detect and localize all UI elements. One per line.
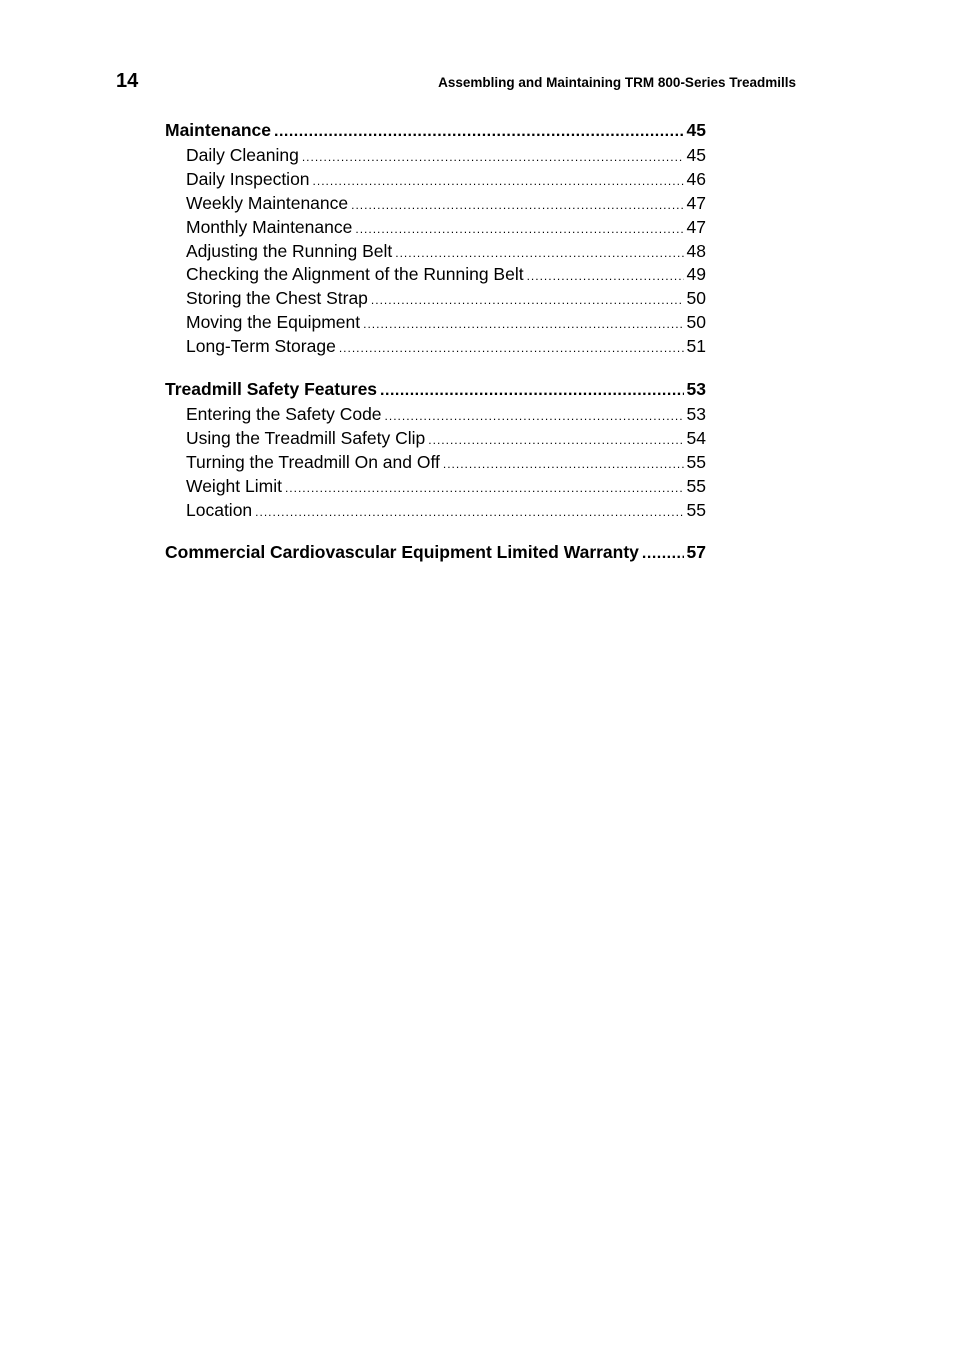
toc-entry[interactable] bbox=[165, 263, 706, 287]
toc-entry[interactable] bbox=[165, 451, 706, 475]
toc-entry-title: Entering the Safety Code bbox=[186, 404, 382, 425]
toc-section-safety-features bbox=[165, 377, 706, 522]
toc-entry-page: 50 bbox=[686, 288, 706, 309]
dot-leader bbox=[380, 379, 683, 403]
toc-entry-page: 47 bbox=[686, 216, 706, 237]
toc-entry[interactable] bbox=[165, 240, 706, 264]
toc-entry-title: Daily Inspection bbox=[186, 168, 310, 189]
toc-entry[interactable] bbox=[165, 475, 706, 499]
toc-entry-title: Weight Limit bbox=[186, 475, 282, 496]
page-number: 14 bbox=[116, 70, 139, 92]
toc-entry[interactable] bbox=[165, 403, 706, 427]
toc-heading[interactable] bbox=[165, 377, 706, 401]
toc-entry-title: Location bbox=[186, 499, 253, 520]
toc-entry-title: Daily Cleaning bbox=[186, 145, 299, 165]
toc-entry[interactable] bbox=[165, 144, 706, 168]
toc-heading[interactable] bbox=[165, 118, 706, 142]
dot-leader bbox=[428, 429, 683, 453]
toc-entry[interactable] bbox=[165, 335, 706, 359]
dot-leader bbox=[302, 146, 684, 170]
toc-heading-page: 45 bbox=[686, 120, 706, 140]
toc-entry-page: 55 bbox=[686, 475, 706, 496]
toc-heading-page: 53 bbox=[686, 379, 706, 400]
dot-leader bbox=[351, 194, 683, 218]
toc-entry-title: Checking the Alignment of the Running Belt bbox=[186, 264, 524, 285]
toc-entry[interactable] bbox=[165, 287, 706, 311]
toc-heading-title: Treadmill Safety Features bbox=[165, 379, 378, 400]
toc-section-maintenance bbox=[165, 118, 706, 359]
toc-entry-page: 53 bbox=[686, 404, 706, 425]
dot-leader bbox=[371, 289, 684, 313]
dot-leader bbox=[255, 501, 683, 525]
dot-leader bbox=[355, 218, 683, 242]
toc-entry[interactable] bbox=[165, 499, 706, 523]
dot-leader bbox=[395, 242, 683, 266]
toc-entry-title: Monthly Maintenance bbox=[186, 216, 353, 237]
running-header: Assembling and Maintaining TRM 800-Series Treadmills bbox=[438, 75, 796, 90]
toc-heading-page: 57 bbox=[686, 542, 706, 563]
toc-entry-page: 55 bbox=[686, 451, 706, 472]
dot-leader bbox=[642, 542, 684, 566]
dot-leader bbox=[285, 477, 684, 501]
toc-heading-title: Commercial Cardiovascular Equipment Limited Warranty bbox=[165, 542, 639, 563]
toc-entry-page: 49 bbox=[686, 264, 706, 285]
dot-leader bbox=[363, 313, 683, 337]
toc-entry[interactable] bbox=[165, 427, 706, 451]
dot-leader bbox=[527, 265, 684, 289]
toc-heading[interactable] bbox=[165, 540, 706, 564]
dot-leader bbox=[385, 405, 684, 429]
toc-entry-page: 45 bbox=[686, 145, 706, 165]
toc-heading-title: Maintenance bbox=[165, 120, 271, 140]
toc-entry-page: 55 bbox=[686, 499, 706, 520]
toc-entry-page: 48 bbox=[686, 240, 706, 261]
toc-entry[interactable] bbox=[165, 168, 706, 192]
toc-entry-page: 51 bbox=[686, 336, 706, 357]
toc-section-warranty bbox=[165, 540, 706, 564]
toc-entry-title: Weekly Maintenance bbox=[186, 192, 349, 213]
table-of-contents bbox=[165, 118, 706, 582]
toc-entry-title: Turning the Treadmill On and Off bbox=[186, 451, 440, 472]
toc-entry-title: Using the Treadmill Safety Clip bbox=[186, 427, 426, 448]
toc-entry[interactable] bbox=[165, 192, 706, 216]
toc-entry-title: Moving the Equipment bbox=[186, 312, 361, 333]
toc-entry-page: 46 bbox=[686, 168, 706, 189]
dot-leader bbox=[443, 453, 684, 477]
toc-entry-page: 50 bbox=[686, 312, 706, 333]
toc-entry[interactable] bbox=[165, 311, 706, 335]
dot-leader bbox=[313, 170, 684, 194]
toc-entry-title: Long-Term Storage bbox=[186, 336, 336, 357]
dot-leader bbox=[339, 337, 684, 361]
toc-entry-page: 54 bbox=[686, 427, 706, 448]
toc-entry-page: 47 bbox=[686, 192, 706, 213]
toc-entry-title: Adjusting the Running Belt bbox=[186, 240, 393, 261]
toc-entry[interactable] bbox=[165, 216, 706, 240]
dot-leader bbox=[274, 120, 684, 144]
toc-entry-title: Storing the Chest Strap bbox=[186, 288, 368, 309]
